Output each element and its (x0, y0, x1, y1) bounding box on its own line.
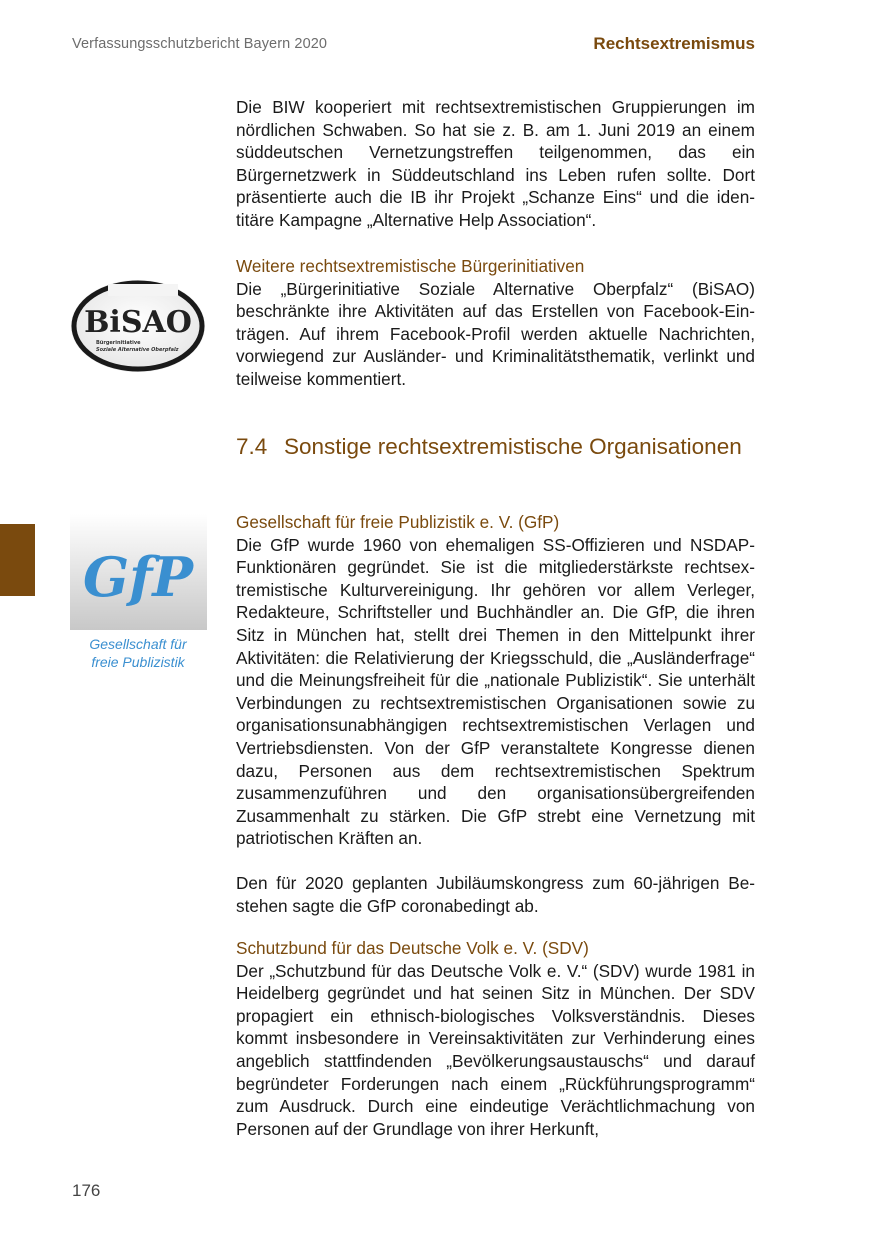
subheading-buergerinitiativen: Weitere rechtsextremistische Bürgerinitiativen (236, 256, 585, 276)
section-buergerinitiativen (236, 255, 755, 391)
bisao-logo (68, 276, 208, 376)
paragraph-bisao: Die „Bürgerinitiative Soziale Alternative Oberpfalz“ (BiSAO) beschränkte ihre Aktivitäten auf das Erstellen von Facebook-Einträgen. Auf ihrem Facebook-Profil werden aktuelle Nachrichten, vorwiegend zur Ausländer- und Kriminalitätsthematik, verlinkt und teilweise kommentiert. (236, 278, 755, 389)
gfp-logo-text: GfP (83, 545, 193, 609)
subheading-gfp: Gesellschaft für freie Publizistik e. V. (GfP) (236, 512, 560, 532)
subheading-sdv: Schutzbund für das Deutsche Volk e. V. (SDV) (236, 938, 589, 958)
gfp-logo-caption-2: freie Publizistik (91, 654, 185, 670)
gfp-logo (70, 514, 207, 674)
gfp-logo-caption-1: Gesellschaft für (89, 636, 187, 652)
paragraph-biw-text: Die BIW kooperiert mit rechtsextremistischen Gruppierungen im nördlichen Schwaben. So hat sie z. B. am 1. Juni 2019 an einem süddeutschen Vernetzungstreffen teilgenommen, das ein Bürgernetzwerk in Süddeutschland ins Leben rufen sollte. Dort präsentierte auch die IB ihr Projekt „Schanze Eins“ und die identitäre Kampagne „Alternative Help Association“. (236, 97, 755, 230)
section-sdv (236, 937, 755, 1140)
section-gfp (236, 511, 755, 917)
paragraph-gfp: Die GfP wurde 1960 von ehemaligen SS-Offizieren und NSDAP-Funktionären gegründet. Sie ist die mitgliederstärkste rechtsextremistische Kulturvereinigung. Ihr gehören vor allem Verleger, Redakteure, Schriftsteller und Buchhändler an. Die GfP, die ihren Sitz in München hat, stellt drei Themen in den Mittelpunkt ihrer Aktivitäten: die Relativierung der Kriegsschuld, die „Ausländerfrage“ und die Meinungsfreiheit für die „nationale Publizistik“. Sie unterhält Verbindungen zu rechtsextremistischen Organisationen sowie zu organisationsunabhängigen rechtsextremistischen Verlagen und Vertriebsdiensten. Von der GfP veranstaltete Kongresse dienen dazu, Personen aus dem rechtsextremistischen Spektrum zusammenzuführen und den organisationsübergreifenden Zusammenhalt zu stärken. Die GfP strebt eine Vernetzung mit patriotischen Kräften an. (236, 534, 755, 849)
bisao-logo-sub2: Soziale Alternative Oberpfalz (96, 347, 179, 353)
bisao-logo-text: BiSAO (84, 305, 192, 340)
chapter-marker-tab (0, 524, 35, 596)
paragraph-biw (236, 96, 755, 232)
running-header-chapter: Rechtsextremismus (593, 34, 755, 53)
paragraph-gfp-jubilaeum: Den für 2020 geplanten Jubiläumskongress zum 60-jährigen Bestehen sagte die GfP coronabedingt ab. (236, 872, 755, 916)
bisao-logo-sub1: Bürgerinitiative (96, 340, 141, 346)
section-title: Sonstige rechtsextremistische Organisationen (284, 434, 742, 459)
paragraph-sdv: Der „Schutzbund für das Deutsche Volk e. V.“ (SDV) wurde 1981 in Heidelberg gegründet und hat seinen Sitz in München. Der SDV propagiert ein ethnisch-biologisches Volksverständnis. Dieses kommt insbesondere in Vereinsaktivitäten zur Verhinderung eines angeblich stattfindenden „Bevölkerungsaustauschs“ und darauf begründeter Forderungen nach einem „Rückführungsprogramm“ zum Ausdruck. Durch eine eindeutige Verächtlichmachung von Personen auf der Grundlage von ihrer Herkunft, (236, 960, 755, 1139)
page-number: 176 (72, 1181, 101, 1200)
section-number: 7.4 (236, 434, 268, 459)
running-header-title: Verfassungsschutzbericht Bayern 2020 (72, 36, 328, 52)
section-heading-7-4 (236, 432, 755, 462)
